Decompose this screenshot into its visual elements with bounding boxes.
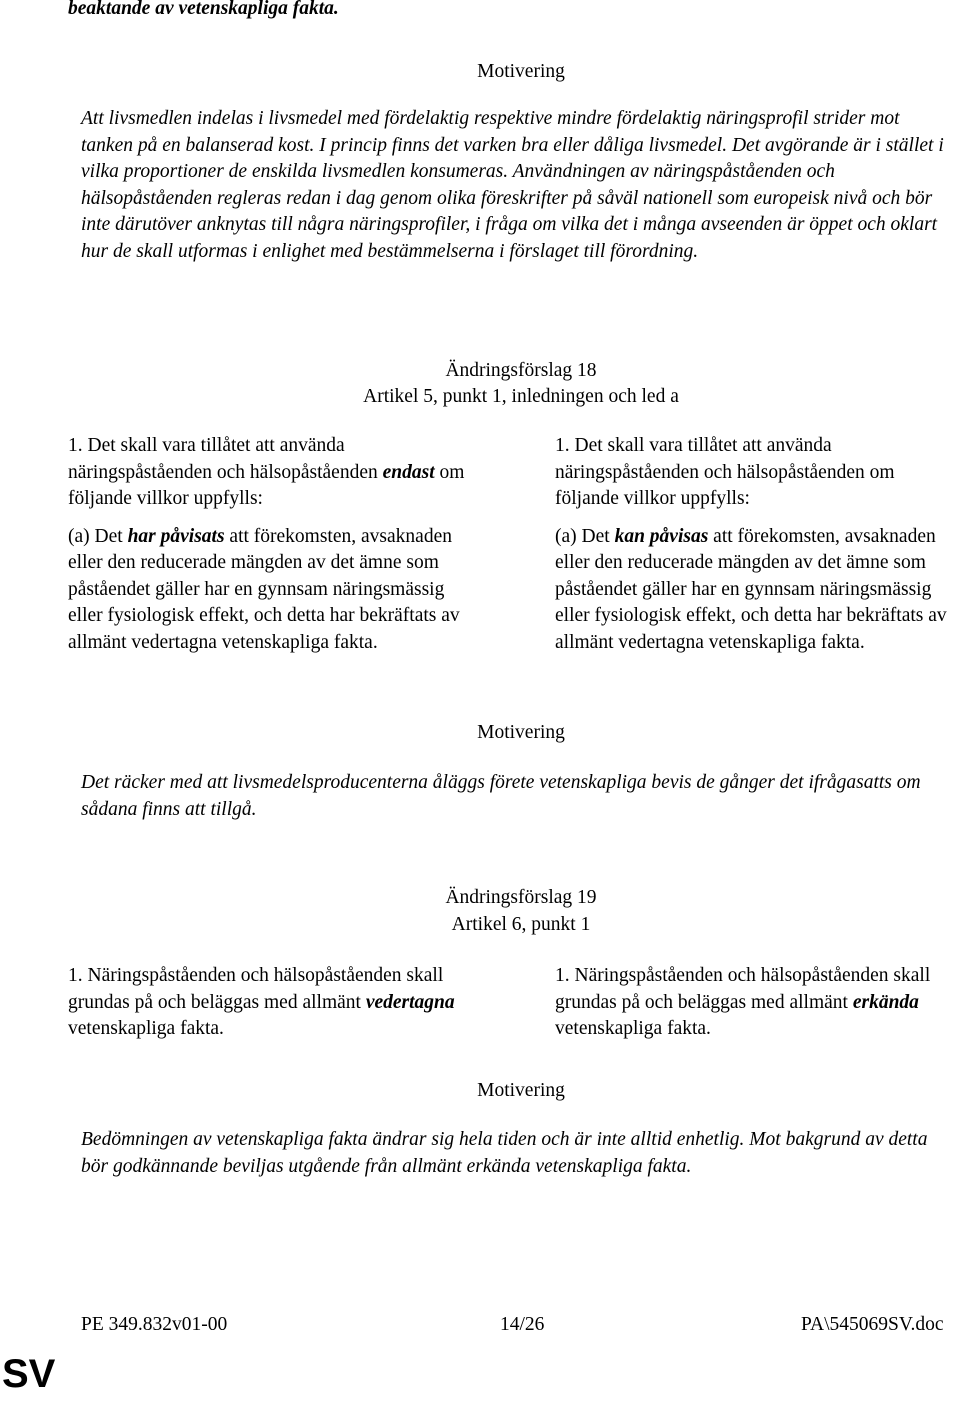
- continued-text-fragment: beaktande av vetenskapliga fakta.: [68, 0, 339, 19]
- motivering-heading: Motivering: [477, 61, 565, 82]
- motivering-heading: Motivering: [477, 722, 565, 743]
- amendment-paragraph: 1. Näringspåståenden och hälsopåståenden skall grundas på och beläggas med allmänt erkända vetenskapliga fakta.: [555, 965, 931, 1039]
- justification-text: Det räcker med att livsmedelsproducenterna åläggs förete vetenskapliga bevis de gånger det ifrågasatts om sådana finns att tillgå.: [81, 772, 921, 820]
- amendment-text-column: [555, 963, 955, 1043]
- emphasis-text: vedertagna: [365, 991, 455, 1013]
- amendment-paragraph: (a) Det kan påvisas att förekomsten, avsaknaden eller den reducerade mängden av det ämne som påståendet gäller har en gynnsam näringsmässig eller fysiologisk effekt, och detta har bekräftats av allmänt vedertagna vetenskapliga fakta.: [555, 525, 947, 653]
- commission-paragraph: (a) Det har påvisats att förekomsten, avsaknaden eller den reducerade mängden av det ämne som påståendet gäller har en gynnsam näringsmässig eller fysiologisk effekt, och detta har bekräftats av allmänt vedertagna vetenskapliga fakta.: [68, 525, 460, 653]
- footer-doc-ref: PE 349.832v01-00: [81, 1314, 228, 1335]
- amendment-article-ref: Artikel 5, punkt 1, inledningen och led a: [363, 386, 679, 407]
- amendment-article-ref: Artikel 6, punkt 1: [451, 914, 591, 935]
- emphasis-text: erkända: [852, 991, 919, 1013]
- justification-text: Att livsmedlen indelas i livsmedel med fördelaktig respektive mindre fördelaktig näringsprofil strider mot tanken på en balanserad kost. I princip finns det varken bra eller dåliga livsmedel. Det avgörande är i stället i vilka proportioner de enskilda livsmedlen konsumeras. Användningen av näringspåståenden och hälsopåståenden regleras redan i dag genom olika föreskrifter på såväl nationell som europeisk nivå och bör inte därutöver anknytas till några näringsprofiler, i fråga om vilka det i många avseenden är öppet och oklart hur de skall utformas i enlighet med bestämmelserna i förslaget till förordning.: [81, 108, 944, 262]
- emphasis-text: endast: [382, 461, 435, 483]
- emphasis-text: kan påvisas: [614, 525, 709, 547]
- amendment-title: Ändringsförslag 18: [445, 360, 597, 381]
- amendment-paragraph: 1. Det skall vara tillåtet att använda näringspåståenden och hälsopåståenden om följande villkor uppfylls:: [555, 435, 895, 509]
- commission-paragraph: 1. Det skall vara tillåtet att använda näringspåståenden och hälsopåståenden endast om följande villkor uppfylls:: [68, 435, 465, 509]
- amendment-title: Ändringsförslag 19: [445, 887, 597, 908]
- motivering-heading: Motivering: [477, 1080, 565, 1101]
- commission-text-column: [68, 963, 468, 1043]
- commission-text-column: [68, 433, 468, 656]
- justification-text: Bedömningen av vetenskapliga fakta ändrar sig hela tiden och är inte alltid enhetlig. Mot bakgrund av detta bör godkännande beviljas utgående från allmänt erkända vetenskapliga fakta.: [81, 1129, 928, 1177]
- footer-file-name: PA\545069SV.doc: [801, 1314, 944, 1335]
- language-code: SV: [2, 1352, 56, 1396]
- emphasis-text: har påvisats: [127, 525, 225, 547]
- commission-paragraph: 1. Näringspåståenden och hälsopåståenden skall grundas på och beläggas med allmänt vedertagna vetenskapliga fakta.: [68, 965, 455, 1039]
- footer-page-number: 14/26: [500, 1314, 545, 1335]
- amendment-text-column: [555, 433, 955, 656]
